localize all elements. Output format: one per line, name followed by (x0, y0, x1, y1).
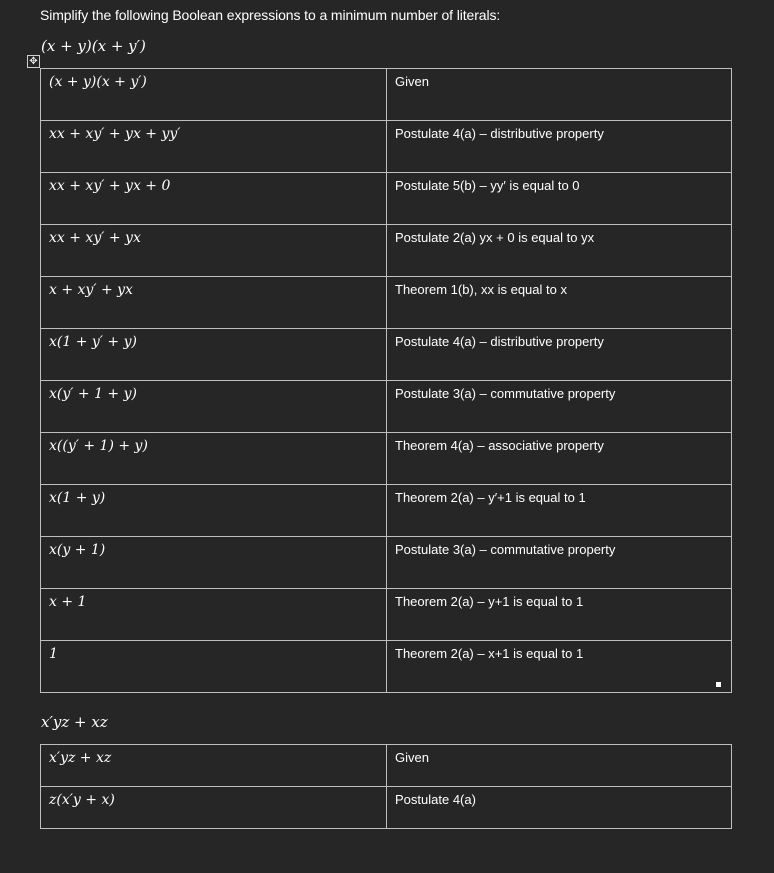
reason-text: Postulate 4(a) – distributive property (395, 126, 604, 141)
table-row (41, 537, 732, 589)
reason-cell[interactable] (387, 433, 732, 485)
expression-cell[interactable] (41, 787, 387, 829)
reason-cell[interactable] (387, 121, 732, 173)
table-row (41, 277, 732, 329)
reason-text: Postulate 4(a) (395, 792, 476, 807)
expression-cell[interactable] (41, 745, 387, 787)
expression-cell[interactable] (41, 485, 387, 537)
expression-cell[interactable] (41, 537, 387, 589)
reason-text: Postulate 3(a) – commutative property (395, 386, 616, 401)
table-row (41, 225, 732, 277)
reason-cell[interactable] (387, 589, 732, 641)
expression-text: x + 1 (49, 594, 87, 610)
expression-cell[interactable] (41, 173, 387, 225)
expression-cell[interactable] (41, 589, 387, 641)
table-row (41, 787, 732, 829)
reason-cell[interactable] (387, 787, 732, 829)
expression-cell[interactable] (41, 433, 387, 485)
expression-text: x((y′ + 1) + y) (49, 438, 148, 454)
reason-text: Theorem 2(a) – x+1 is equal to 1 (395, 646, 584, 661)
instructions-heading: Simplify the following Boolean expressions to a minimum number of literals: (40, 7, 501, 23)
reason-cell[interactable] (387, 745, 732, 787)
table-row (41, 381, 732, 433)
reason-text: Given (395, 750, 429, 765)
expression-cell[interactable] (41, 277, 387, 329)
reason-cell[interactable] (387, 485, 732, 537)
reason-cell[interactable] (387, 69, 732, 121)
reason-cell[interactable] (387, 381, 732, 433)
expression-text: x(y′ + 1 + y) (49, 386, 137, 402)
table-row (41, 69, 732, 121)
reason-cell[interactable] (387, 225, 732, 277)
table-row (41, 121, 732, 173)
expression-cell[interactable] (41, 381, 387, 433)
reason-text: Theorem 4(a) – associative property (395, 438, 604, 453)
expression-text: x + xy′ + yx (49, 282, 133, 298)
reason-text: Given (395, 74, 429, 89)
reason-cell[interactable] (387, 173, 732, 225)
problem-2-proof-table (40, 744, 732, 829)
expression-text: x(y + 1) (49, 542, 106, 558)
expression-cell[interactable] (41, 121, 387, 173)
reason-text: Postulate 5(b) – yy′ is equal to 0 (395, 178, 580, 193)
expression-cell[interactable] (41, 641, 387, 693)
problem-2-expression: x′yz + xz (41, 713, 108, 731)
table-row (41, 485, 732, 537)
problem-1-expression: (x + y)(x + y′) (41, 37, 146, 55)
reason-text: Theorem 2(a) – y+1 is equal to 1 (395, 594, 584, 609)
reason-cell[interactable] (387, 329, 732, 381)
expression-text: (x + y)(x + y′) (49, 74, 147, 90)
table-row (41, 329, 732, 381)
table-row (41, 745, 732, 787)
expression-text: x(1 + y) (49, 490, 106, 506)
table-row (41, 641, 732, 693)
table-row (41, 173, 732, 225)
table-row (41, 589, 732, 641)
reason-text: Postulate 3(a) – commutative property (395, 542, 616, 557)
expression-text: x′yz + xz (49, 750, 112, 766)
problem-1-proof-table (40, 68, 732, 693)
expression-cell[interactable] (41, 225, 387, 277)
reason-cell[interactable] (387, 277, 732, 329)
expression-text: xx + xy′ + yx + yy′ (49, 126, 181, 142)
reason-cell[interactable] (387, 537, 732, 589)
expression-text: xx + xy′ + yx (49, 230, 141, 246)
expression-cell[interactable] (41, 329, 387, 381)
reason-text: Theorem 2(a) – y′+1 is equal to 1 (395, 490, 586, 505)
reason-text: Postulate 2(a) yx + 0 is equal to yx (395, 230, 595, 245)
reason-text: Postulate 4(a) – distributive property (395, 334, 604, 349)
table-move-icon[interactable]: ✥ (27, 55, 40, 68)
expression-text: z(x′y + x) (49, 792, 115, 808)
expression-cell[interactable] (41, 69, 387, 121)
table-row (41, 433, 732, 485)
expression-text: xx + xy′ + yx + 0 (49, 178, 171, 194)
table-resize-handle[interactable] (716, 682, 721, 687)
expression-text: 1 (49, 646, 58, 662)
reason-text: Theorem 1(b), xx is equal to x (395, 282, 567, 297)
reason-cell[interactable] (387, 641, 732, 693)
expression-text: x(1 + y′ + y) (49, 334, 137, 350)
